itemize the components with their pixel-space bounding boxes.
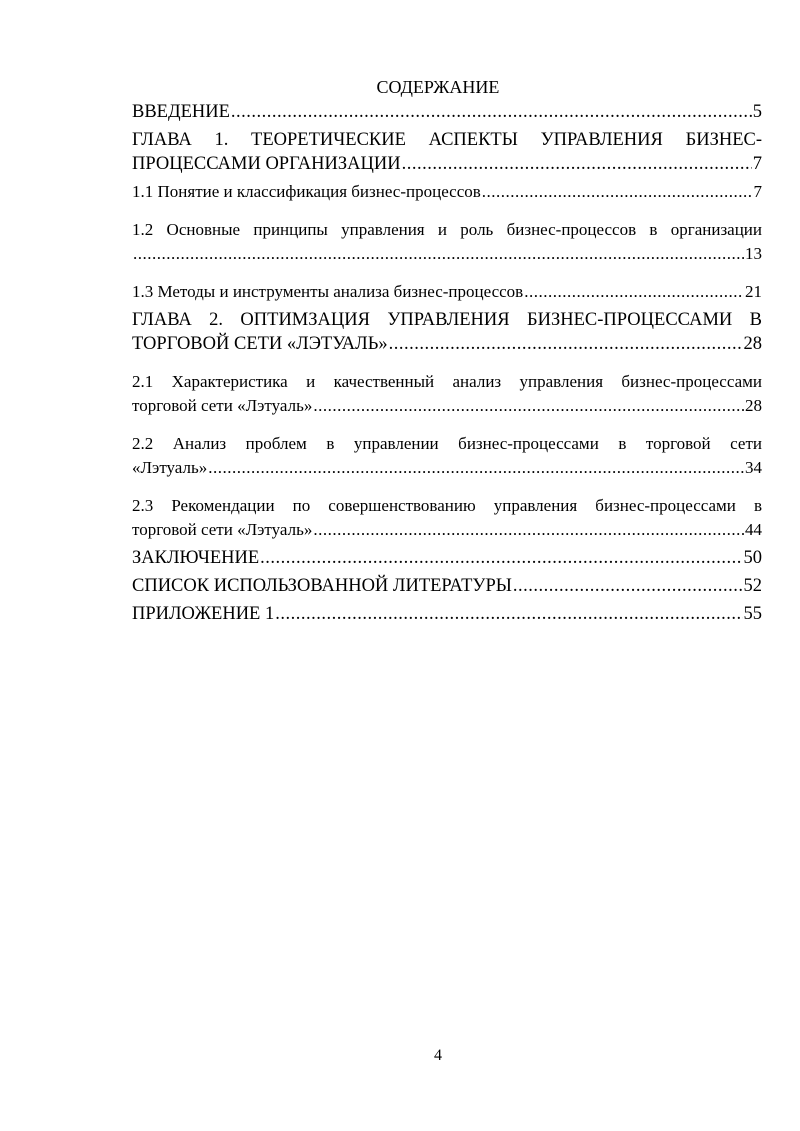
dot-leader [513, 574, 743, 598]
toc-entry-text: ТОРГОВОЙ СЕТИ «ЛЭТУАЛЬ» [132, 334, 388, 354]
toc-entry-text-line-1: 1.2 Основные принципы управления и роль бизнес-процессов в организации [132, 220, 762, 239]
toc-page-number: 7 [753, 182, 762, 201]
toc-entry-text: ВВЕДЕНИЕ [132, 102, 230, 122]
toc-page-number: 52 [743, 576, 762, 596]
toc-entry-text: 1.3 Методы и инструменты анализа бизнес-процессов [132, 282, 524, 301]
toc-leader-line [132, 242, 762, 266]
dot-leader [402, 152, 752, 176]
toc-entry-appendix-1[interactable] [132, 602, 762, 626]
toc-entry-text: ПРИЛОЖЕНИЕ 1 [132, 604, 275, 624]
toc-leader-line [132, 180, 762, 204]
toc-page-number: 21 [745, 282, 762, 301]
toc-entry-text-line-1: 2.2 Анализ проблем в управлении бизнес-процессами в торговой сети [132, 434, 762, 453]
toc-entry-text: ПРОЦЕССАМИ ОРГАНИЗАЦИИ [132, 154, 401, 174]
dot-leader [208, 456, 744, 480]
toc-entry-section-1-3[interactable] [132, 280, 762, 304]
toc-entry-text: 1.1 Понятие и классификация бизнес-процессов [132, 182, 481, 201]
toc-leader-line [132, 100, 762, 124]
toc-page-number: 28 [745, 396, 762, 415]
dot-leader [389, 332, 743, 356]
toc-leader-line [132, 518, 762, 542]
toc-entry-text: торговой сети «Лэтуаль» [132, 520, 313, 539]
toc-entry-section-2-2[interactable] [132, 432, 762, 480]
toc-page-number: 44 [745, 520, 762, 539]
toc-leader-line [132, 152, 762, 176]
dot-leader [231, 100, 752, 124]
toc-entry-chapter-1[interactable] [132, 128, 762, 176]
dot-leader [482, 180, 753, 204]
dot-leader [275, 602, 742, 626]
toc-entry-section-2-3[interactable] [132, 494, 762, 542]
toc-entry-chapter-2[interactable] [132, 308, 762, 356]
toc-page-number: 7 [752, 154, 762, 174]
dot-leader [524, 280, 744, 304]
toc-entry-references[interactable] [132, 574, 762, 598]
toc-entry-section-1-1[interactable] [132, 180, 762, 204]
toc-entry-text: торговой сети «Лэтуаль» [132, 396, 313, 415]
toc-leader-line [132, 602, 762, 626]
toc-entry-introduction[interactable] [132, 100, 762, 124]
toc-title: СОДЕРЖАНИЕ [376, 77, 500, 97]
toc-page-number: 55 [743, 604, 762, 624]
toc-entry-section-1-2[interactable] [132, 218, 762, 266]
toc-page-number: 13 [745, 244, 762, 263]
toc-entry-conclusion[interactable] [132, 546, 762, 570]
toc-leader-line [132, 332, 762, 356]
toc-page-number: 50 [743, 548, 762, 568]
dot-leader [313, 518, 744, 542]
page-number: 4 [434, 1047, 442, 1064]
toc-leader-line [132, 280, 762, 304]
toc-page-number: 5 [752, 102, 762, 122]
toc-entry-text: СПИСОК ИСПОЛЬЗОВАННОЙ ЛИТЕРАТУРЫ [132, 576, 512, 596]
toc-entry-text-line-1: 2.3 Рекомендации по совершенствованию управления бизнес-процессами в [132, 496, 762, 515]
toc-leader-line [132, 456, 762, 480]
toc-page-number: 34 [745, 458, 762, 477]
toc-leader-line [132, 574, 762, 598]
toc-entry-text-line-1: ГЛАВА 2. ОПТИМЗАЦИЯ УПРАВЛЕНИЯ БИЗНЕС-ПРОЦЕССАМИ В [132, 310, 762, 330]
toc-entry-section-2-1[interactable] [132, 370, 762, 418]
table-of-contents [132, 100, 762, 630]
dot-leader [133, 242, 744, 266]
dot-leader [260, 546, 742, 570]
toc-entry-text: ЗАКЛЮЧЕНИЕ [132, 548, 260, 568]
toc-entry-text-line-1: 2.1 Характеристика и качественный анализ управления бизнес-процессами [132, 372, 762, 391]
toc-entry-text-line-1: ГЛАВА 1. ТЕОРЕТИЧЕСКИЕ АСПЕКТЫ УПРАВЛЕНИЯ БИЗНЕС- [132, 130, 762, 150]
toc-page-number: 28 [743, 334, 762, 354]
toc-leader-line [132, 394, 762, 418]
toc-leader-line [132, 546, 762, 570]
dot-leader [313, 394, 744, 418]
toc-entry-text: «Лэтуаль» [132, 458, 208, 477]
